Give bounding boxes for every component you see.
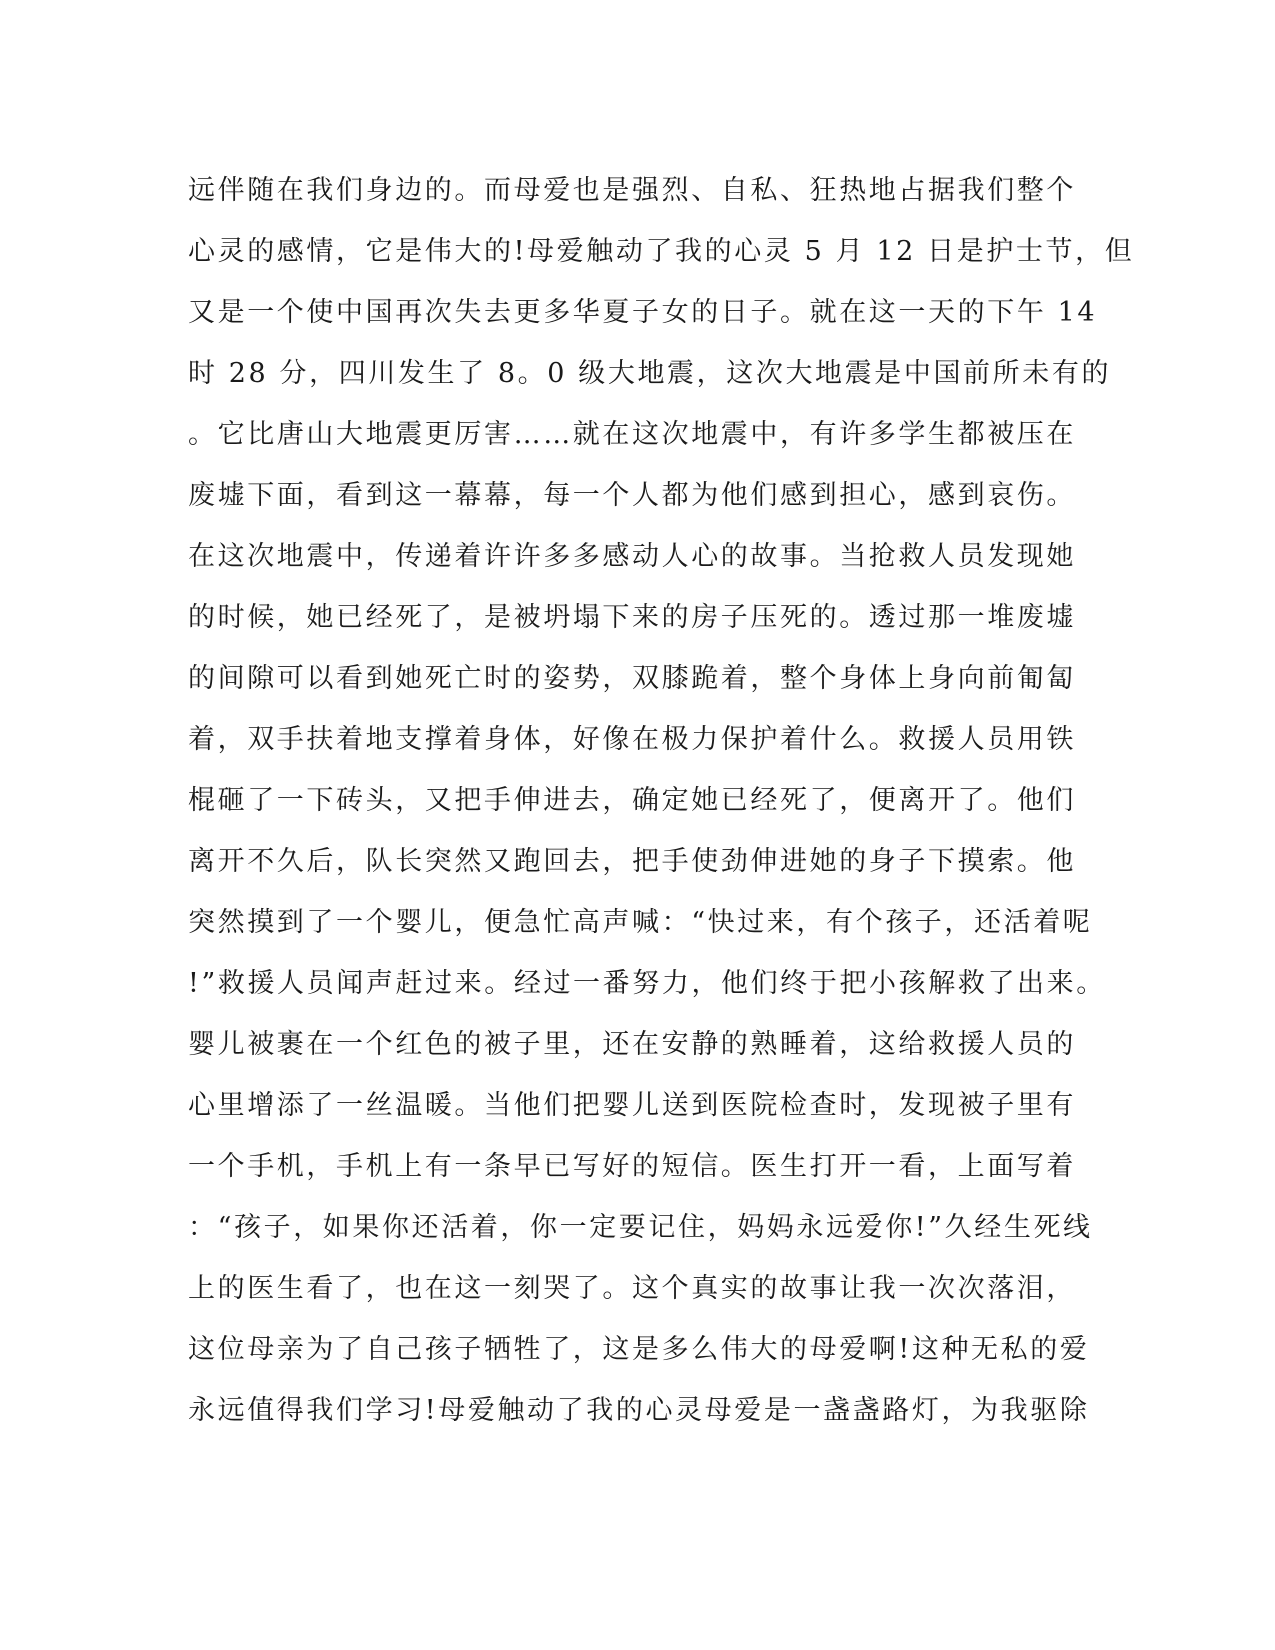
- text-line: 这位母亲为了自己孩子牺牲了，这是多么伟大的母爱啊!这种无私的爱: [188, 1334, 1090, 1365]
- text-line: 突然摸到了一个婴儿，便急忙高声喊：“快过来，有个孩子，还活着呢: [188, 907, 1093, 938]
- text-line: 时 28 分，四川发生了 8。0 级大地震，这次大地震是中国前所未有的: [188, 358, 1112, 389]
- text-line: 废墟下面，看到这一幕幕，每一个人都为他们感到担心，感到哀伤。: [188, 480, 1076, 511]
- text-line: !”救援人员闻声赶过来。经过一番努力，他们终于把小孩解救了出来。: [188, 968, 1106, 999]
- text-line: 在这次地震中，传递着许许多多感动人心的故事。当抢救人员发现她: [188, 541, 1076, 572]
- text-line: 棍砸了一下砖头，又把手伸进去，确定她已经死了，便离开了。他们: [188, 785, 1076, 816]
- text-line: 心灵的感情，它是伟大的!母爱触动了我的心灵 5 月 12 日是护士节，但: [188, 236, 1135, 267]
- text-line: 的间隙可以看到她死亡时的姿势，双膝跪着，整个身体上身向前匍匐: [188, 663, 1076, 694]
- text-line: 一个手机，手机上有一条早已写好的短信。医生打开一看，上面写着: [188, 1151, 1076, 1182]
- text-line: 婴儿被裹在一个红色的被子里，还在安静的熟睡着，这给救援人员的: [188, 1029, 1076, 1060]
- text-line: 。它比唐山大地震更厉害……就在这次地震中，有许多学生都被压在: [188, 419, 1076, 450]
- text-line: 着，双手扶着地支撑着身体，好像在极力保护着什么。救援人员用铁: [188, 724, 1076, 755]
- text-line: ：“孩子，如果你还活着，你一定要记住，妈妈永远爱你!”久经生死线: [188, 1212, 1093, 1243]
- text-line: 的时候，她已经死了，是被坍塌下来的房子压死的。透过那一堆废墟: [188, 602, 1076, 633]
- text-line: 心里增添了一丝温暖。当他们把婴儿送到医院检查时，发现被子里有: [188, 1090, 1076, 1121]
- text-line: 永远值得我们学习!母爱触动了我的心灵母爱是一盏盏路灯，为我驱除: [188, 1395, 1090, 1426]
- text-line: 又是一个使中国再次失去更多华夏子女的日子。就在这一天的下午 14: [188, 297, 1098, 328]
- text-line: 远伴随在我们身边的。而母爱也是强烈、自私、狂热地占据我们整个: [188, 175, 1076, 206]
- essay-body: [188, 160, 1135, 1441]
- text-line: 上的医生看了，也在这一刻哭了。这个真实的故事让我一次次落泪，: [188, 1273, 1076, 1304]
- text-line: 离开不久后，队长突然又跑回去，把手使劲伸进她的身子下摸索。他: [188, 846, 1076, 877]
